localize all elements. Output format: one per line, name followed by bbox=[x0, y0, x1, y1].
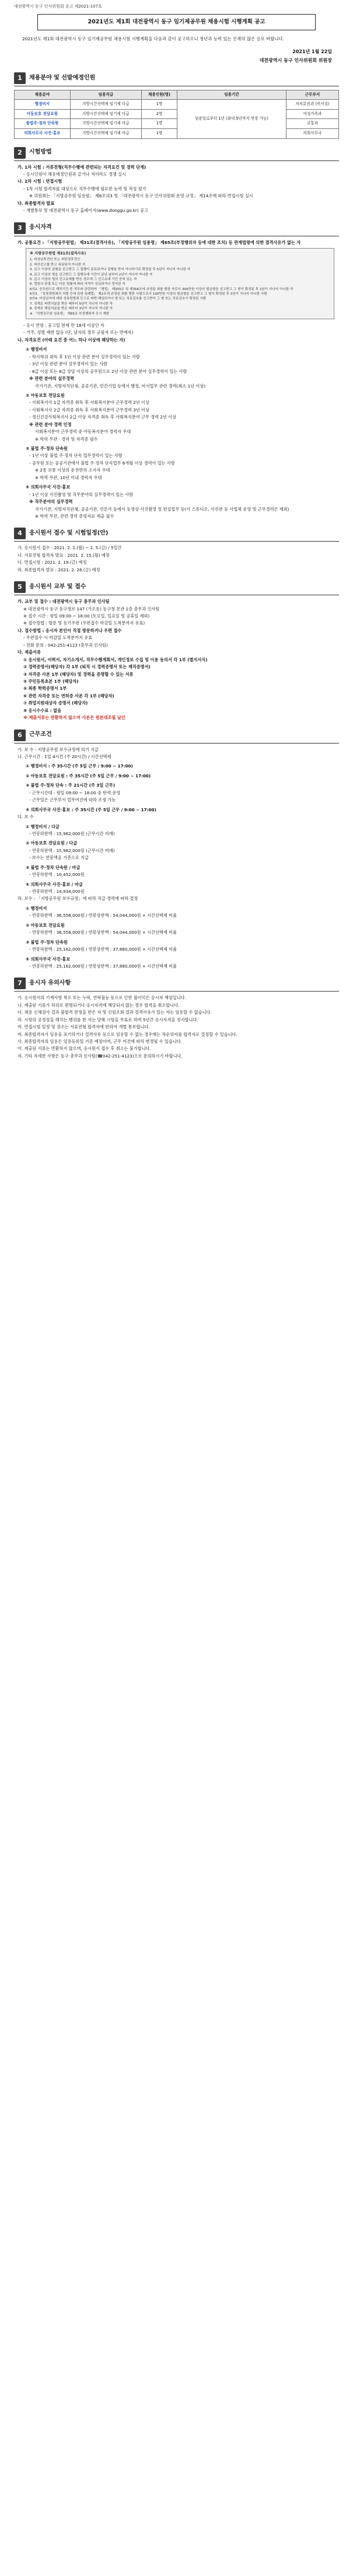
pay-line: - 연봉하한액 : 15,962,000원 (근무시간 비례) bbox=[29, 830, 115, 836]
section-number: 7 bbox=[14, 978, 26, 989]
exam-line: - 1차 시험 합격자를 대상으로 직무수행에 필요한 능력 및 적성 평가 bbox=[23, 186, 146, 191]
section-number: 2 bbox=[14, 147, 26, 159]
section-header bbox=[14, 978, 339, 992]
work-subline: - 근무일은 근무부서 업무여건에 따라 조정 가능 bbox=[29, 797, 116, 803]
pay-line: - 연봉하한액 : 25,162,000원 / 연봉상한액 : 37,880,000원 × 시간선택제 비율 bbox=[29, 963, 177, 969]
announcement-date: 2021년 1월 22일 bbox=[292, 48, 332, 54]
section-title: 시험방법 bbox=[29, 149, 52, 156]
qual-subline: ※ 학력 무관, 관련 경력 증빙자료 제출 필수 bbox=[35, 513, 114, 519]
qual-line: - 3년 이상 관련 분야 실무경력이 있는 사람 bbox=[29, 361, 108, 367]
notebox-line: 1. 피성년후견인 또는 피한정후견인 bbox=[30, 258, 81, 262]
notebox-line: 8. 징계로 해임처분을 받은 때부터 3년이 지나지 아니한 자 bbox=[30, 307, 113, 311]
section-header bbox=[14, 147, 339, 161]
cell-dept: 의회사무국 bbox=[286, 129, 338, 139]
section-title: 근무조건 bbox=[29, 731, 52, 738]
cell-field: 아동보호 전담요원 bbox=[15, 109, 71, 119]
col-field: 채용분야 bbox=[15, 90, 71, 100]
notebox-line: 7. 징계로 파면처분을 받은 때부터 5년이 지나지 아니한 자 bbox=[30, 302, 113, 306]
pay-line: - 보수는 연봉액을 기준으로 지급 bbox=[29, 855, 89, 861]
section-number: 1 bbox=[14, 72, 26, 84]
section-exam-method bbox=[14, 147, 339, 214]
qual-heading: ③ 불법 주·정차 단속원 bbox=[26, 446, 68, 452]
pay-item: ① 행정비서 / 다급 bbox=[26, 823, 60, 829]
document-item: ⑤ 최종 학력증명서 1부 bbox=[23, 686, 67, 692]
section-title: 응시원서 교부 및 접수 bbox=[29, 583, 86, 590]
section-title: 응시자격 bbox=[29, 224, 52, 231]
cell-field: 불법주·정차 단속원 bbox=[15, 119, 71, 129]
section-title: 응시자 유의사항 bbox=[29, 980, 71, 987]
exam-line: ※ 위원회는 「지방공무원 임용령」 제8조의3 및 「대전광역시 동구 인사위원회 운영 규정」 제14조에 따라 면접시험 실시 bbox=[29, 193, 253, 199]
cell-count: 1명 bbox=[141, 100, 177, 110]
cell-dept: 여성가족과 bbox=[286, 109, 338, 119]
section-header bbox=[14, 222, 339, 236]
cell-grade: 지방시간선택제 임기제 마급 bbox=[70, 119, 141, 129]
section-application bbox=[14, 581, 339, 721]
qual-subline: ※ 학력 무관 · 경력 및 자격증 필수 bbox=[35, 436, 98, 442]
note-line: 마. 면접시험 일정 및 장소는 서류전형 합격자에 한하여 개별 통보합니다. bbox=[18, 1024, 150, 1030]
table-row bbox=[15, 109, 339, 119]
qual-line: - 학사학위 취득 후 1년 이상 관련 분야 실무경력이 있는 사람 bbox=[29, 354, 140, 359]
section-schedule bbox=[14, 528, 339, 573]
cell-count: 1명 bbox=[141, 119, 177, 129]
qual-line: - 정신건강사회복지사 2급 이상 자격증 취득 후 사회복지분야 근무 경력 2년 이상 bbox=[29, 414, 177, 420]
pay-line: - 연봉하한액 : 10,452,000원 bbox=[29, 872, 85, 878]
pay-item: ② 아동보호 전담요원 bbox=[26, 922, 65, 928]
document-item: ⑦ 취업지원대상자 증명서 (해당자) bbox=[23, 700, 88, 706]
work-item: ④ 의회사무국 사진·홍보 : 주 35시간 (주 5일 근무 / 9:00 ~ 17:00) bbox=[26, 807, 156, 812]
notebox-title: ※ 지방공무원법 제31조(결격사유) bbox=[30, 252, 86, 256]
qual-line: - 8급 이상 또는 8급 상당 이상의 공무원으로 2년 이상 관련 분야 실무경력이 있는 사람 bbox=[29, 368, 187, 374]
pay-line: - 연봉하한액 : 25,162,000원 / 연봉상한액 : 37,880,000원 × 시간선택제 비율 bbox=[29, 947, 177, 952]
announcement-page bbox=[0, 0, 353, 1072]
section-title: 채용분야 및 선발예정인원 bbox=[29, 74, 96, 81]
cell-grade: 지방시간선택제 임기제 마급 bbox=[70, 129, 141, 139]
application-line: 다. 제출서류 bbox=[18, 650, 41, 655]
cell-period: 임용일로부터 1년 (최대 5년까지 연장 가능) bbox=[177, 100, 286, 138]
section-work-conditions bbox=[14, 729, 339, 970]
common-requirement: 가. 공통요건 : 「지방공무원법」 제31조(결격사유), 「지방공무원 임용령」 제65조(부정행위자 등에 대한 조치) 등 관계법령에 의한 결격사유가 없는 자 bbox=[18, 239, 301, 245]
qual-heading: ④ 의회사무국 사진·홍보 bbox=[26, 484, 71, 490]
note-line: 사. 최종합격자의 임용은 임용등록일 기준 예정이며, 근무 여건에 따라 변경될 수 있습니다. bbox=[18, 1039, 182, 1045]
recruitment-table bbox=[14, 90, 339, 139]
work-item: ③ 불법 주·정차 단속 : 주 21시간 (주 3일 근무) bbox=[26, 783, 115, 788]
table-header-row bbox=[15, 90, 339, 100]
work-subline: - 근무시간대 : 평일 09:00 ~ 18:00 중 탄력 운영 bbox=[29, 790, 121, 795]
cell-dept: 자치분권과 (비서실) bbox=[286, 100, 338, 110]
notebox-line: 6의2. 공무원으로 재직기간 중 직무와 관련하여 「형법」 제355조 및 제356조에 규정된 죄를 범한 자로서 300만원 이상의 벌금형을 선고받고 그 형이 확정된 후 2년이 지나지 아니한 자 bbox=[30, 287, 293, 291]
exam-line: - 개별통보 및 대전광역시 동구 홈페이지(www.donggu.go.kr) 공고 bbox=[23, 208, 148, 214]
section-header bbox=[14, 528, 339, 542]
notebox-line: 3. 금고 이상의 실형을 선고받고 그 집행이 종료되거나 집행을 받지 아니하기로 확정된 후 5년이 지나지 아니한 자 bbox=[30, 268, 191, 272]
schedule-line: 가. 응시원서 접수 : 2021. 2. 1.(월) ~ 2. 5.(금) / 5일간 bbox=[18, 545, 122, 551]
note-line: 자. 기타 자세한 사항은 동구 총무과 인사팀(☎042-251-4123)으로 문의하시기 바랍니다. bbox=[18, 1053, 183, 1059]
section-header bbox=[14, 72, 339, 86]
application-note: ※ 제출서류는 반환하지 않으며 사본은 원본대조필 날인 bbox=[23, 715, 125, 721]
issuer: 대전광역시 동구 인사위원회 위원장 bbox=[259, 58, 332, 64]
note-line: 다. 채용 신체검사 결과 불합격 판정을 받은 자 및 신원조회 결과 결격사유가 있는 자는 임용할 수 없습니다. bbox=[18, 1010, 212, 1015]
notebox-line: 4. 금고 이상의 형을 선고받고 그 집행유예 기간이 끝난 날부터 2년이 지나지 아니한 자 bbox=[30, 273, 153, 277]
qual-line: - 1년 이상 사진촬영 및 직무분야의 실무경력이 있는 사람 bbox=[29, 491, 134, 497]
qual-line: - 사회복지사 2급 자격증 취득 후 사회복지분야 근무경력 3년 이상 bbox=[29, 407, 149, 413]
section-header bbox=[14, 581, 339, 595]
pay-line: - 연봉하한액 : 14,934,000원 bbox=[29, 889, 85, 895]
schedule-line: 나. 서류전형 합격자 발표 : 2021. 2. 15.(월) 예정 bbox=[18, 552, 110, 558]
common-line: - 거주, 성별 제한 없음 (단, 남자의 경우 군필자 또는 면제자) bbox=[23, 330, 134, 336]
work-line: 나. 근무시간 : 1일 4시간 (주 20시간) / 시간선택제 bbox=[18, 754, 111, 760]
note-line: 라. 시험의 공정성을 해치는 행위를 한 자는 당해 시험을 무효로 하며 5년간 응시자격을 정지합니다. bbox=[18, 1017, 198, 1022]
section-number: 3 bbox=[14, 222, 26, 234]
document-item: ① 응시원서, 이력서, 자기소개서, 직무수행계획서, 개인정보 수집 및 이용 동의서 각 1부 (별지서식) bbox=[23, 657, 208, 662]
cell-count: 1명 bbox=[141, 129, 177, 139]
schedule-line: 다. 면접시험 : 2021. 2. 19.(금) 예정 bbox=[18, 560, 87, 566]
cell-field: 의회사무국 사진·홍보 bbox=[15, 129, 71, 139]
exam-line: 나. 2차 시험 : 면접시험 bbox=[18, 179, 62, 184]
exam-line: - 응시인원이 채용예정인원과 같거나 적더라도 경쟁 실시 bbox=[23, 172, 126, 177]
pay-line: - 연봉하한액 : 15,962,000원 (근무시간 비례) bbox=[29, 847, 115, 853]
qual-subline: 국가기관, 지방자치단체, 공공기관, 민간기업 등에서 행정, 비서업무 관련 경력(최소 1년 이상) bbox=[35, 383, 206, 389]
qual-heading: ② 아동보호 전담요원 bbox=[26, 392, 65, 398]
document-item: ⑥ 관련 자격증 또는 면허증 사본 각 1부 (해당자) bbox=[23, 693, 114, 699]
pay-item: ③ 불법 주·정차 단속원 bbox=[26, 939, 68, 945]
qual-sub: ※ 직무분야의 실무경력 bbox=[29, 499, 73, 505]
pay-line: - 연봉하한액 : 36,558,000원 / 연봉상한액 : 54,044,000원 × 시간선택제 비율 bbox=[29, 913, 177, 919]
application-line: 나. 접수방법 : 응시자 본인이 직접 방문하거나 우편 접수 bbox=[18, 627, 122, 633]
section-title: 응시원서 접수 및 시험일정(안) bbox=[29, 530, 109, 537]
table-row bbox=[15, 100, 339, 110]
notebox-line: 2. 파산선고를 받고 복권되지 아니한 자 bbox=[30, 263, 86, 267]
pay-item: ② 아동보호 전담요원 / 다급 bbox=[26, 840, 78, 846]
work-item: ① 행정비서 : 주 35시간 (주 5일 근무 / 9:00 ~ 17:00) bbox=[26, 763, 133, 769]
disqualification-notebox bbox=[26, 248, 334, 319]
note-line: 아. 제출된 서류는 반환하지 않으며, 응시원서 접수 후 취소는 불가합니다. bbox=[18, 1046, 151, 1052]
application-line: 가. 교부 및 접수 : 대전광역시 동구 총무과 인사팀 bbox=[18, 599, 110, 605]
cell-field: 행정비서 bbox=[15, 100, 71, 110]
qual-line: - 1년 이상 불법 주·정차 단속 업무경력이 있는 사람 bbox=[29, 453, 123, 459]
intro-paragraph: 2021년도 제1회 대전광역시 동구 임기제공무원 채용시험 시행계획을 다음과 같이 공고하오니 청년과 능력 있는 인재의 많은 응모 바랍니다. bbox=[22, 36, 284, 41]
work-item: ② 아동보호 전담요원 : 주 35시간 (주 5일 근무 / 9:00 ~ 17:00) bbox=[26, 773, 151, 779]
schedule-line: 라. 최종합격자 발표 : 2021. 2. 26.(금) 예정 bbox=[18, 567, 100, 573]
col-grade: 임용직급 bbox=[70, 90, 141, 100]
cell-grade: 지방시간선택제 임기제 다급 bbox=[70, 100, 141, 110]
pay-heading: 라. 보수 : 「지방공무원 보수규정」에 따라 직급·경력에 따라 결정 bbox=[18, 896, 138, 902]
qual-subline: 국가기관, 지방자치단체, 공공기관, 언론사 등에서 동영상·사진촬영 및 편집업무 등(이 스튜디오, 사진관 등 사업체 운영 및 근무경력은 제외) bbox=[35, 506, 289, 512]
qual-subline: ※ 학력 무관, 10년 이내 경력자 우대 bbox=[35, 474, 102, 480]
work-line: 가. 보 수 : 지방공무원 보수규정에 의거 지급 bbox=[18, 746, 99, 752]
col-period: 임용기간 bbox=[177, 90, 286, 100]
application-line: - 전화 문의 : 042-251-4123 (총무과 인사팀) bbox=[23, 642, 108, 648]
application-line: ※ 접수방법 : 방문 및 등기우편 (우편접수 마감일 도착분까지 유효) bbox=[23, 620, 145, 626]
note-line: 바. 최종합격자가 임용을 포기하거나 결격사유 등으로 임용할 수 없는 경우에는 차순위자를 합격자로 결정할 수 있습니다. bbox=[18, 1031, 237, 1037]
qual-sub: ※ 관련 분야의 실무경력 bbox=[29, 376, 74, 382]
pay-item: ③ 불법 주·정차 단속원 / 마급 bbox=[26, 864, 81, 870]
notebox-line: 6의3. 「성폭력범죄의 처벌 등에 관한 특례법」 제2조에 규정된 죄를 범한 사람으로서 100만원 이상의 벌금형을 선고받고 그 형이 확정된 후 3년이 지나지 아니한 사람 bbox=[30, 292, 267, 296]
section-number: 4 bbox=[14, 528, 26, 539]
application-line: ※ 대전광역시 동구 동구청로 147 (가오동) 동구청 본관 1층 총무과 인사팀 bbox=[23, 606, 160, 612]
cell-dept: 교통과 bbox=[286, 119, 338, 129]
note-line: 가. 응시원서의 기재사항 착오 또는 누락, 연락불능 등으로 인한 불이익은 응시자 책임입니다. bbox=[18, 995, 186, 1001]
announcement-title: 2021년도 제1회 대전광역시 동구 임기제공무원 채용시험 시행계획 공고 bbox=[37, 14, 316, 30]
col-count: 채용인원(명) bbox=[141, 90, 177, 100]
notebox-line: 6. 법원의 판결 또는 다른 법률에 따라 자격이 상실되거나 정지된 자 bbox=[30, 282, 125, 287]
pay-item: ④ 의회사무국 사진·홍보 / 마급 bbox=[26, 881, 83, 887]
table-row bbox=[15, 129, 339, 139]
cell-count: 2명 bbox=[141, 109, 177, 119]
table-row bbox=[15, 119, 339, 129]
section-eligibility bbox=[14, 222, 339, 520]
pay-item: ① 행정비서 bbox=[26, 905, 47, 911]
document-item: ⑧ 응시수수료 : 없음 bbox=[23, 707, 62, 713]
notebox-line: ※ 「지방공무원 임용령」 제65조 부정행위자 응시 제한 bbox=[30, 312, 110, 316]
common-line: - 응시 연령 : 공고일 현재 만 18세 이상인 자 bbox=[23, 323, 104, 329]
qual-sub: ※ 관련 분야 경력 인정 bbox=[29, 421, 72, 427]
col-dept: 근무부서 bbox=[286, 90, 338, 100]
qual-subline: 사회복지분야 근무경력 중 아동복지분야 경력자 우대 bbox=[35, 429, 131, 435]
document-item: ③ 자격증 사본 1부 (해당자) 및 경력을 증명할 수 있는 서류 bbox=[23, 671, 134, 677]
qual-line: - 사회복지사 1급 자격증 취득 후 사회복지분야 근무경력 2년 이상 bbox=[29, 400, 149, 406]
qual-heading: ① 행정비서 bbox=[26, 347, 47, 352]
application-line: ※ 접수 시간 : 평일 09:00 ~ 18:00 (토요일, 일요일 및 공휴일 제외) bbox=[23, 613, 150, 619]
section-number: 6 bbox=[14, 729, 26, 741]
section-recruitment bbox=[14, 72, 339, 139]
doc-label: 대전광역시 동구 인사위원회 공고 제2021-107호 bbox=[14, 4, 102, 9]
application-line: - 우편접수 시 마감일 도착분까지 유효 bbox=[23, 635, 93, 641]
pay-heading: 다. 보 수 bbox=[18, 814, 34, 820]
pay-item: ④ 의회사무국 사진·홍보 bbox=[26, 956, 71, 962]
section-notes bbox=[14, 978, 339, 1059]
exam-line: 다. 최종합격자 발표 bbox=[18, 200, 55, 206]
cell-grade: 지방시간선택제 임기제 다급 bbox=[70, 109, 141, 119]
exam-line: 가. 1차 시험 : 서류전형(직무수행에 관련되는 자격요건 및 경력 단계) bbox=[18, 164, 146, 170]
qual-line: - 공무원 또는 공공기관에서 불법 주·정차 단속업무 6개월 이상 경력이 있는 사람 bbox=[29, 460, 175, 466]
pay-line: - 연봉하한액 : 36,558,000원 / 연봉상한액 : 54,044,000원 × 시간선택제 비율 bbox=[29, 930, 177, 936]
document-item: ④ 주민등록초본 1부 (해당자) bbox=[23, 678, 79, 684]
notebox-line: 6의4. 미성년자에 대한 성폭력범죄 등으로 파면·해임되거나 형 또는 치료감호를 선고받아 그 형 또는 치료감호가 확정된 사람 bbox=[30, 297, 207, 301]
qualification-heading: 나. 자격요건 (아래 요건 중 어느 하나 이상에 해당하는 자) bbox=[18, 337, 125, 343]
notebox-line: 5. 금고 이상의 형의 선고유예를 받은 경우에 그 선고유예 기간 중에 있는 자 bbox=[30, 277, 137, 281]
document-item: ② 경력증명서(해당자) 각 1부 (퇴직 시 경력증명서 또는 재직증명서) bbox=[23, 664, 151, 670]
qual-subline: ※ 2종 보통 이상의 운전면허 소지자 우대 bbox=[35, 467, 110, 473]
section-header bbox=[14, 729, 339, 744]
section-number: 5 bbox=[14, 581, 26, 593]
note-line: 나. 제출된 서류가 허위로 판명되거나 응시자격에 해당되지 않는 경우 합격을 취소합니다. bbox=[18, 1002, 180, 1008]
